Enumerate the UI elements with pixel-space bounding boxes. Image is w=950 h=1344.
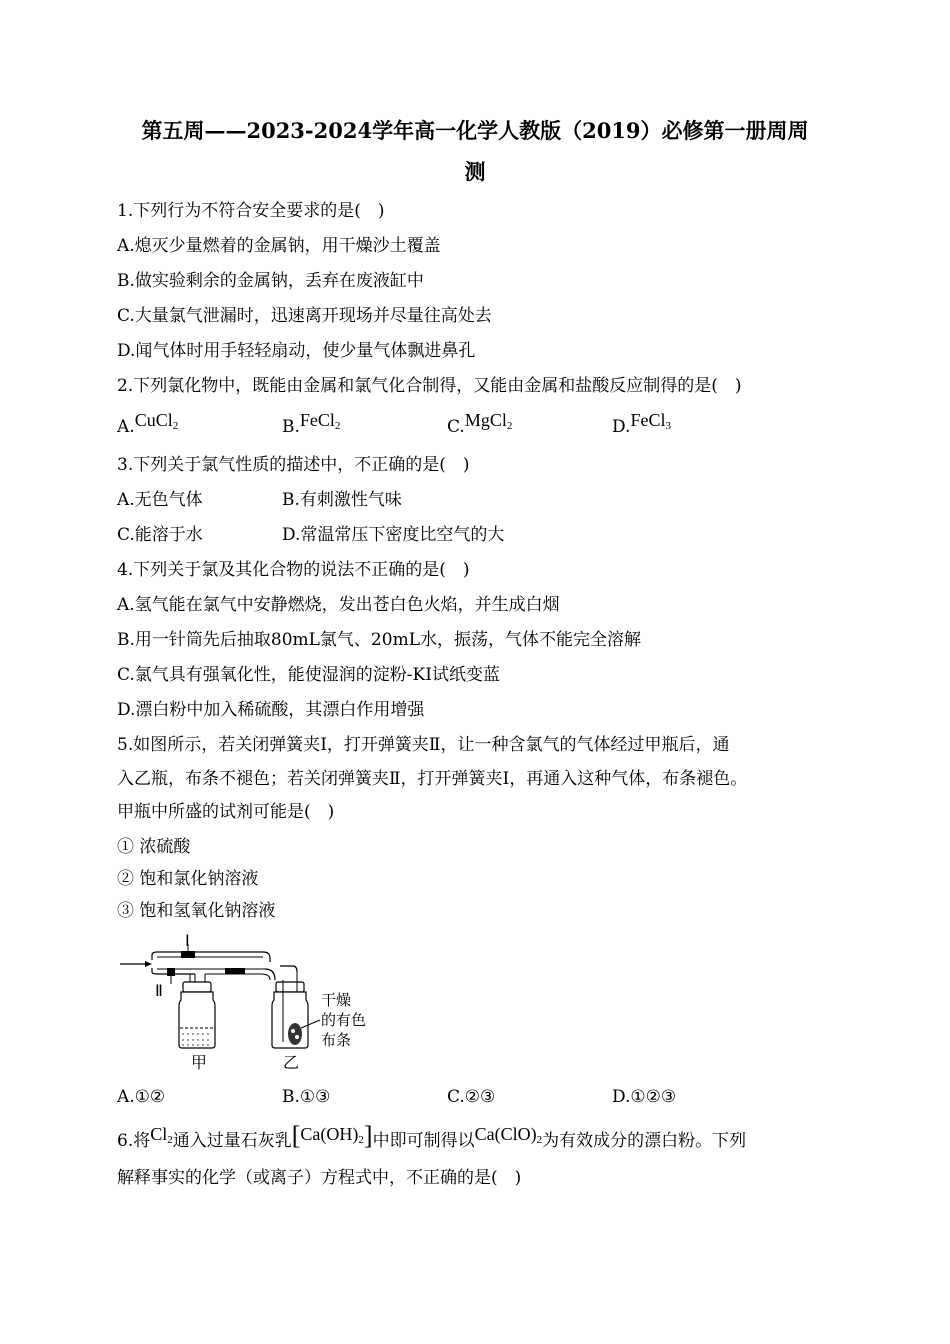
q3-stem: 3.下列关于氯气性质的描述中，不正确的是( ) [117, 455, 470, 475]
q1-stem: 1.下列行为不符合安全要求的是( ) [117, 201, 385, 221]
inlet-arrow-icon [145, 961, 152, 967]
q4-stem: 4.下列关于氯及其化合物的说法不正确的是( ) [117, 560, 470, 580]
q2-option-d [612, 410, 671, 444]
q6-stem-line2: 解释事实的化学（或离子）方程式中，不正确的是( ) [117, 1168, 522, 1188]
bottle-1-label: 甲 [191, 1053, 208, 1072]
q3-option-d: D.常温常压下密度比空气的大 [282, 525, 505, 545]
chem-formula-caclo2: $Ca(ClO)_2$ [474, 1124, 543, 1146]
q4-option-d: D.漂白粉中加入稀硫酸，其漂白作用增强 [117, 700, 425, 720]
document-title-line2: 测 [464, 159, 486, 184]
q5-item-1: ① 浓硫酸 [117, 837, 191, 857]
right-bracket: ] [363, 1121, 373, 1150]
clip-2-label: Ⅱ [155, 983, 163, 1000]
clip-2-bar [167, 968, 175, 976]
option-letter: D. [612, 417, 631, 437]
q6-stem-line1: 6.将$Cl_2$通入过量石灰乳$[Ca(OH)_2]$中即可制得以$Ca(ClO)_2$为有效成分的漂白粉。下列 [117, 1121, 747, 1151]
q4-option-c: C.氯气具有强氧化性，能使湿润的淀粉-KI试纸变蓝 [117, 665, 500, 685]
q5-item-3: ③ 饱和氢氧化钠溶液 [117, 901, 276, 921]
q5-stem-line3: 甲瓶中所盛的试剂可能是( ) [117, 802, 335, 822]
q2-option-c [447, 410, 513, 444]
chem-formula: CuCl$_2$ [134, 410, 179, 432]
q4-option-b: B.用一针筒先后抽取80mL氯气、20mL水，振荡，气体不能完全溶解 [117, 630, 641, 650]
q2-option-b [282, 410, 341, 444]
bottle-1 [179, 992, 215, 1048]
q2-option-a [117, 410, 179, 444]
junction-tube-inner [261, 974, 270, 980]
cloth-dot [295, 1035, 299, 1039]
apparatus-diagram [115, 930, 385, 1075]
chem-formula-cl2: $Cl_2$ [150, 1124, 173, 1146]
q5-stem-line2: 入乙瓶，布条不褪色；若关闭弹簧夹Ⅱ，打开弹簧夹Ⅰ，再通入这种气体，布条褪色。 [117, 769, 748, 789]
clip-1-label: Ⅰ [185, 933, 190, 950]
chem-formula: MgCl$_2$ [464, 410, 513, 432]
q5-stem-line1: 5.如图所示，若关闭弹簧夹Ⅰ，打开弹簧夹Ⅱ，让一种含氯气的气体经过甲瓶后，通 [117, 735, 730, 755]
cloth-dot [291, 1029, 295, 1033]
chem-formula: FeCl$_2$ [299, 410, 341, 432]
bottle-2-label: 乙 [283, 1053, 300, 1072]
cloth-strip [288, 1023, 302, 1045]
outlet-tube [280, 966, 297, 972]
cloth-label-line3: 布条 [321, 1031, 352, 1049]
option-letter: B. [282, 417, 300, 437]
cloth-label-line1: 干燥 [321, 991, 352, 1009]
clip-1-bar [181, 951, 195, 958]
left-bracket: [ [291, 1121, 301, 1150]
q5-option-b: B.①③ [282, 1087, 331, 1107]
chem-formula-caoh2: $Ca(OH)_2$ [300, 1124, 364, 1146]
q2-stem: 2.下列氯化物中，既能由金属和氯气化合制得，又能由金属和盐酸反应制得的是( ) [117, 376, 742, 396]
q1-option-b: B.做实验剩余的金属钠，丢弃在废液缸中 [117, 271, 424, 291]
q5-option-d: D.①②③ [612, 1087, 677, 1107]
q3-option-a: A.无色气体 [117, 490, 203, 510]
q3-option-c: C.能溶于水 [117, 525, 203, 545]
tube-joint [225, 968, 245, 974]
q5-item-2: ② 饱和氯化钠溶液 [117, 869, 259, 889]
q1-option-d: D.闻气体时用手轻轻扇动，使少量气体飘进鼻孔 [117, 341, 476, 361]
stopper-1 [183, 982, 211, 992]
q5-option-a: A.①② [117, 1087, 166, 1107]
q3-option-b: B.有刺激性气味 [282, 490, 402, 510]
q4-option-a: A.氢气能在氯气中安静燃烧，发出苍白色火焰，并生成白烟 [117, 595, 560, 615]
chem-formula: FeCl$_3$ [630, 410, 671, 432]
option-letter: C. [447, 417, 465, 437]
cloth-label-line2: 的有色 [321, 1011, 367, 1029]
document-title-line1: 第五周——2023-2024学年高一化学人教版（2019）必修第一册周周 [141, 118, 809, 143]
stopper-2 [276, 982, 304, 992]
q1-option-c: C.大量氯气泄漏时，迅速离开现场并尽量往高处去 [117, 306, 492, 326]
q5-option-c: C.②③ [447, 1087, 496, 1107]
q1-option-a: A.熄灭少量燃着的金属钠，用干燥沙土覆盖 [117, 236, 441, 256]
option-letter: A. [117, 417, 135, 437]
